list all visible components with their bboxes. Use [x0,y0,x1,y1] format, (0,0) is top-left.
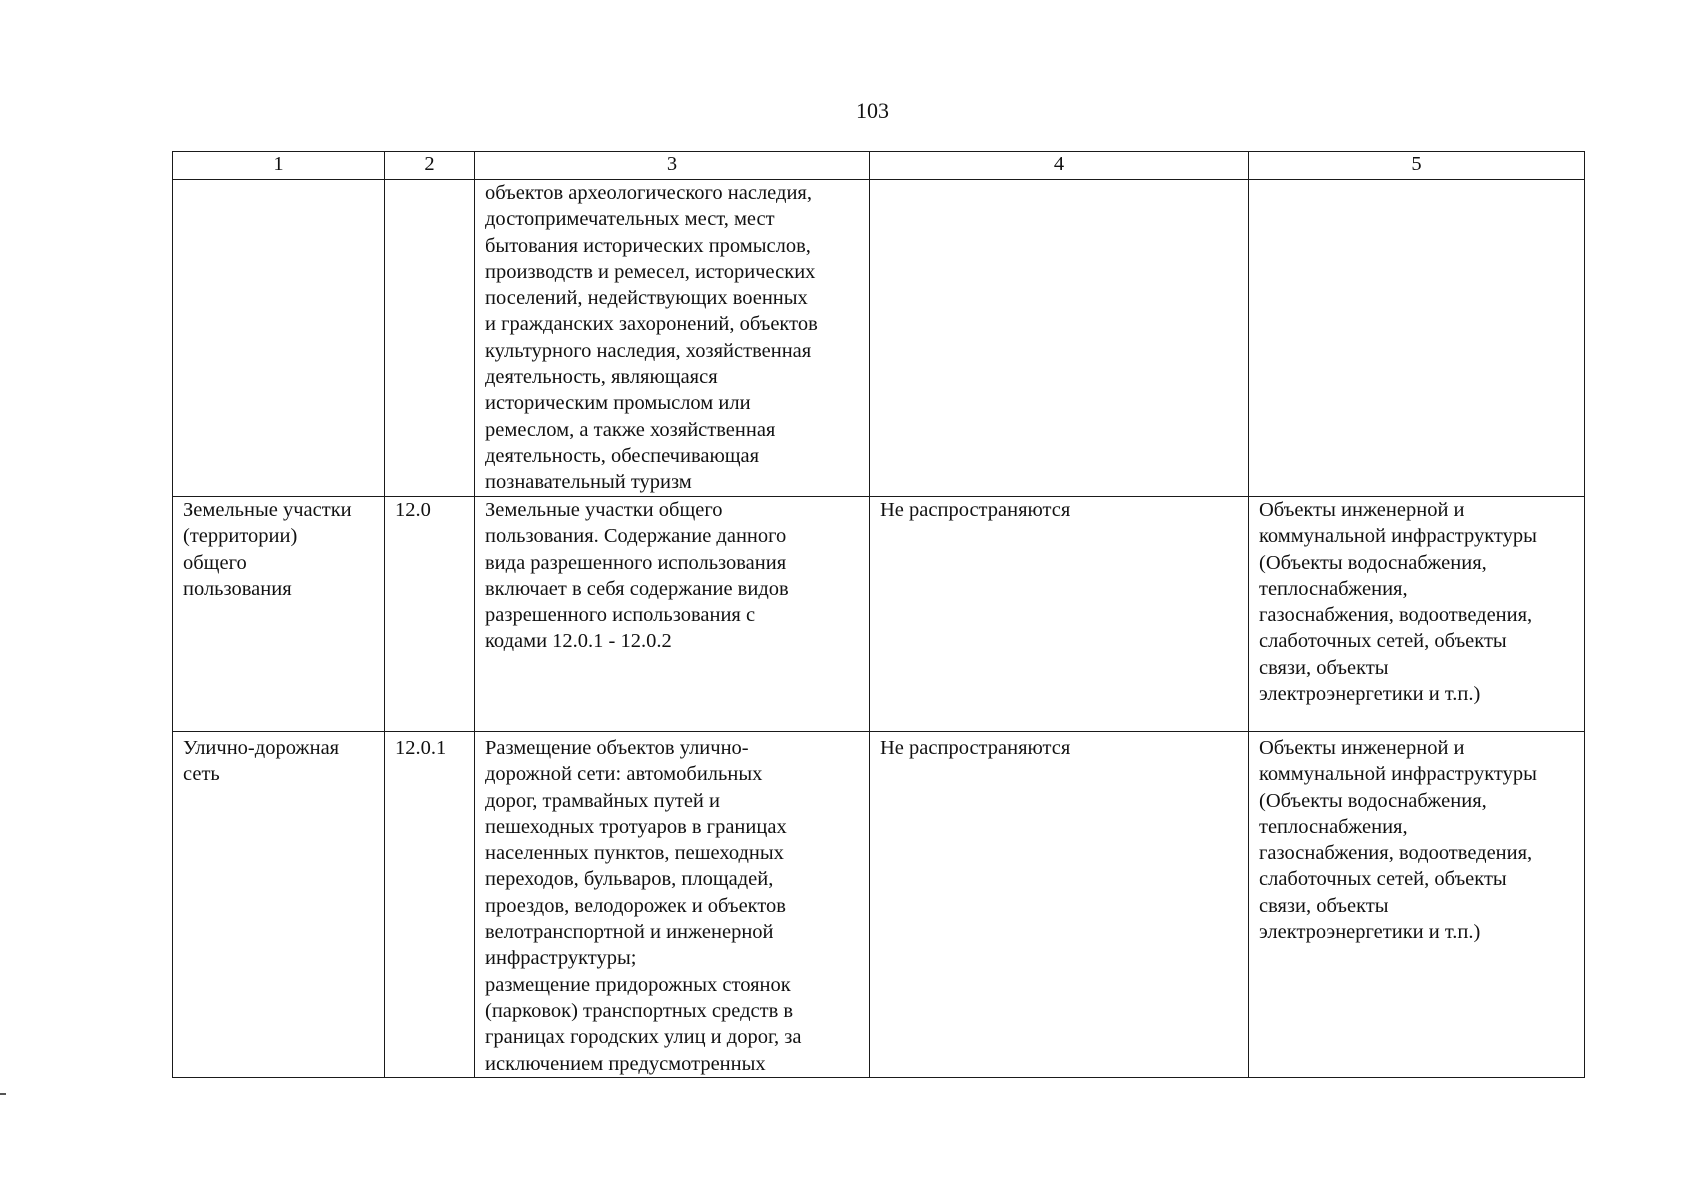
header-col-3: 3 [475,152,870,180]
land-use-code-cell: 12.0.1 [385,732,475,1078]
column-5-cell: Объекты инженерной и коммунальной инфраструктуры (Объекты водоснабжения, теплоснабжения, газоснабжения, водоотведения, слаботочных сетей, объекты связи, объекты электроэнергетики и т.п.) [1249,497,1585,732]
land-use-table [172,151,1585,1078]
table-row [173,732,1585,1078]
land-use-description-cell: Размещение объектов улично- дорожной сети: автомобильных дорог, трамвайных путей и пешеходных тротуаров в границах населенных пунктов, пешеходных переходов, бульваров, площадей, проездов, велодорожек и объектов велотранспортной и инженерной инфраструктуры; размещение придорожных стоянок (парковок) транспортных средств в границах городских улиц и дорог, за исключением предусмотренных [475,732,870,1078]
header-col-2: 2 [385,152,475,180]
column-5-cell [1249,180,1585,497]
table-row [173,180,1585,497]
header-row [173,152,1585,180]
land-use-name-cell: Земельные участки (территории) общего пользования [173,497,385,732]
land-use-description-cell: объектов археологического наследия, достопримечательных мест, мест бытования исторических промыслов, производств и ремесел, исторических поселений, недействующих военных и гражданских захоронений, объектов культурного наследия, хозяйственная деятельность, являющаяся историческим промыслом или ремеслом, а также хозяйственная деятельность, обеспечивающая познавательный туризм [475,180,870,497]
column-4-cell: Не распространяются [870,497,1249,732]
column-4-cell: Не распространяются [870,732,1249,1078]
land-use-code-cell: 12.0 [385,497,475,732]
land-use-code-cell [385,180,475,497]
header-col-1: 1 [173,152,385,180]
column-5-cell: Объекты инженерной и коммунальной инфраструктуры (Объекты водоснабжения, теплоснабжения, газоснабжения, водоотведения, слаботочных сетей, объекты связи, объекты электроэнергетики и т.п.) [1249,732,1585,1078]
land-use-description-cell: Земельные участки общего пользования. Содержание данного вида разрешенного использования включает в себя содержание видов разрешенного использования с кодами 12.0.1 - 12.0.2 [475,497,870,732]
table-row [173,497,1585,732]
land-use-name-cell: Улично-дорожная сеть [173,732,385,1078]
header-col-4: 4 [870,152,1249,180]
land-use-name-cell [173,180,385,497]
column-4-cell [870,180,1249,497]
scan-edge-mark [0,1093,6,1095]
header-col-5: 5 [1249,152,1585,180]
page-number: 103 [856,98,889,123]
